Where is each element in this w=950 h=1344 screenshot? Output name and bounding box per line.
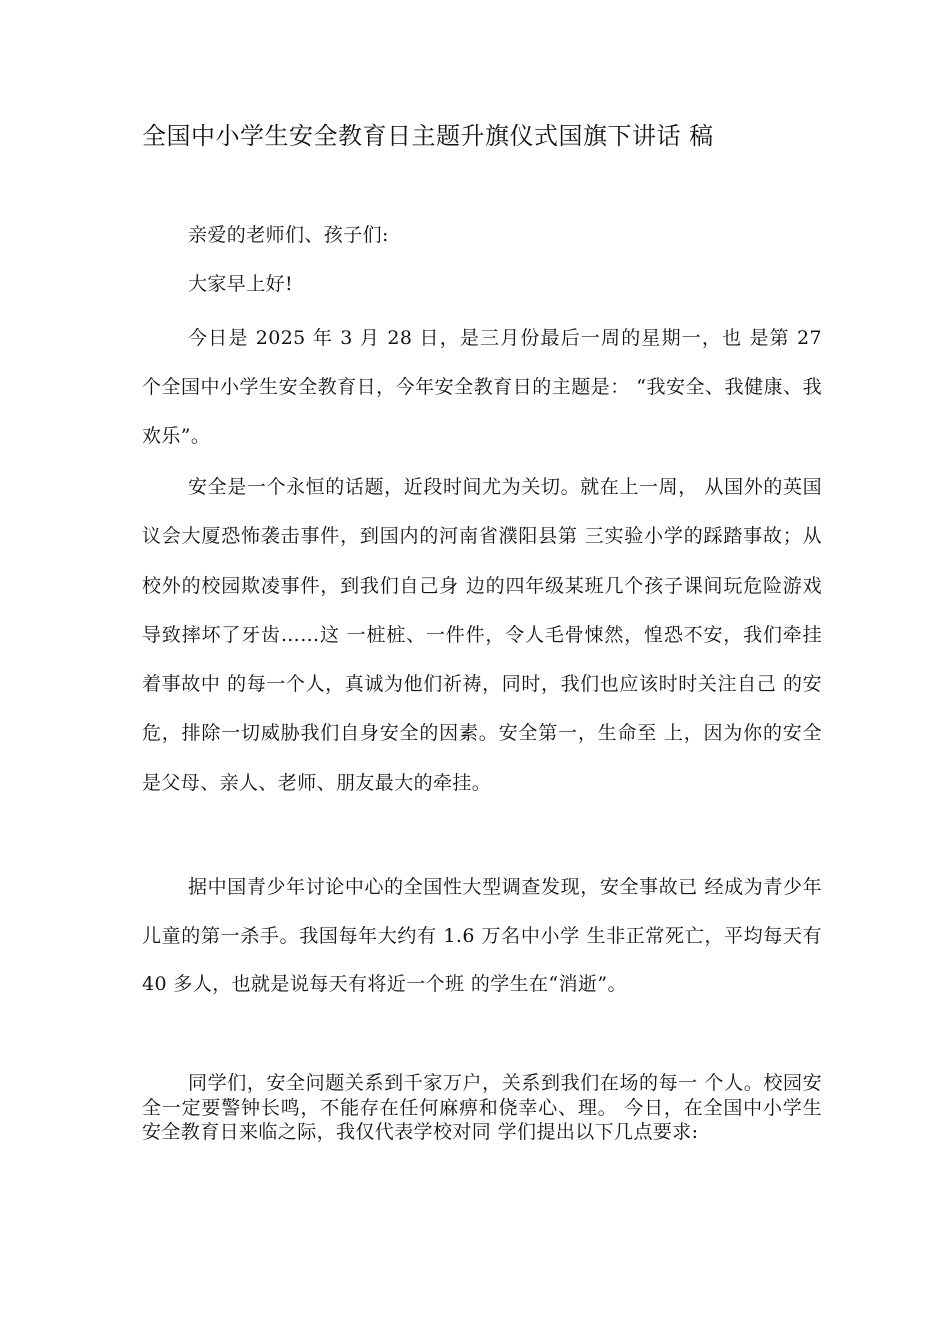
document-title: 全国中小学生安全教育日主题升旗仪式国旗下讲话 稿 <box>142 122 714 150</box>
hello-line: 大家早上好! <box>188 273 294 295</box>
paragraph-safety-events: 安全是一个永恒的话题，近段时间尤为关切。就在上一周， 从国外的英国议会大厦恐怖袭击事件，到国内的河南省濮阳县第 三实验小学的踩踏事故；从校外的校园欺凌事件，到我们自己身 边的四年级某班几个孩子课间玩危险游戏导致摔坏了牙齿……这 一桩桩、一件件，令人毛骨悚然，惶恐不安，我们牵挂着事故中 的每一个人，真诚为他们祈祷，同时，我们也应该时时关注自己 的安危，排除一切威胁我们自身安全的因素。安全第一，生命至 上，因为你的安全是父母、亲人、老师、朋友最大的牵挂。 <box>142 476 822 794</box>
paragraph-survey: 据中国青少年讨论中心的全国性大型调查发现，安全事故已 经成为青少年儿童的第一杀手。我国每年大约有 1.6 万名中小学 生非正常死亡，平均每天有 40 多人，也就是说每天有将近一个班 的学生在“消逝”。 <box>142 876 822 995</box>
paragraph-requirements: 同学们，安全问题关系到千家万户，关系到我们在场的每一 个人。校园安全一定要警钟长鸣，不能存在任何麻痹和侥幸心、理。 今日，在全国中小学生安全教育日来临之际，我仅代表学校对同 学们提出以下几点要求: <box>142 1072 822 1143</box>
paragraph-theme: 今日是 2025 年 3 月 28 日，是三月份最后一周的星期一，也 是第 27 个全国中小学生安全教育日，今年安全教育日的主题是： “我安全、我健康、我欢乐”。 <box>142 327 822 447</box>
greeting-line: 亲爱的老师们、孩子们: <box>188 224 389 246</box>
